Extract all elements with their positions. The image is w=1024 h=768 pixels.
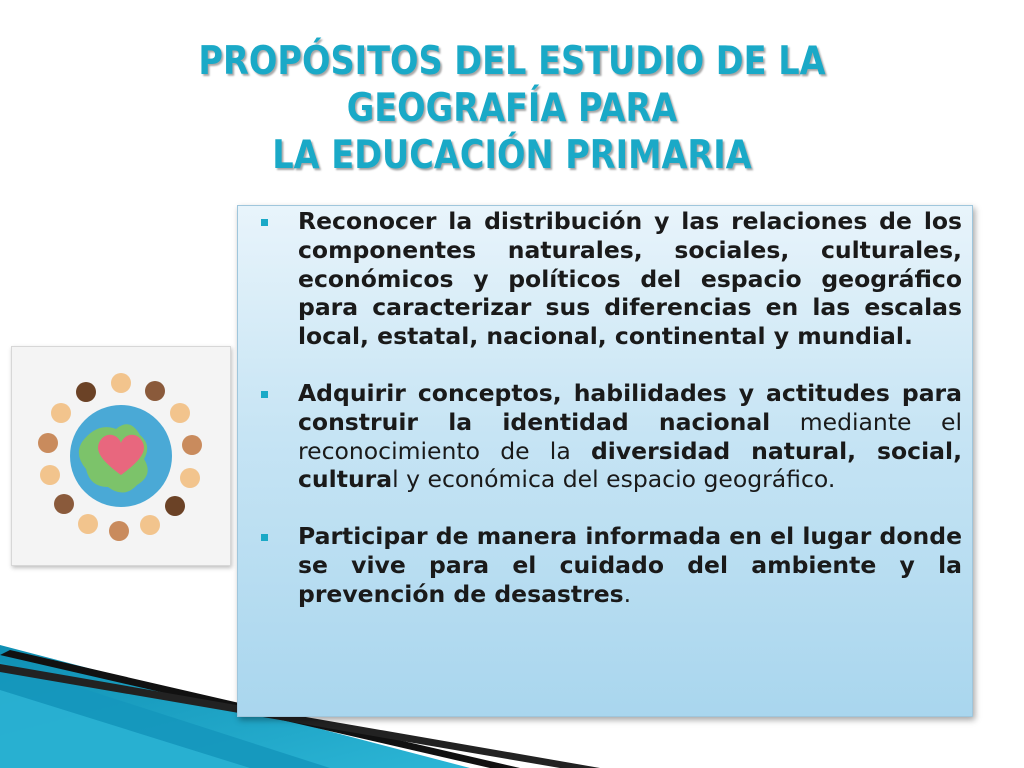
bullet-3-regular: .: [623, 579, 632, 608]
square-bullet-icon: [261, 219, 268, 226]
bullet-2-bold-2: diversidad natural, social, cultura: [298, 436, 962, 494]
bullet-list: [256, 207, 962, 637]
square-bullet-icon: [261, 391, 268, 398]
square-bullet-icon: [261, 534, 268, 541]
bullet-2-regular-2: l y económica del espacio geográfico.: [392, 465, 836, 494]
bullet-1-text: Reconocer la distribución y las relaciones de los componentes naturales, sociales, culturales, económicos y políticos del espacio geográfico para caracterizar sus diferencias en las escalas local, estatal, nacional, continental y mundial.: [298, 207, 962, 351]
globe-heart-icon: [12, 347, 230, 565]
children-globe-image: [11, 346, 231, 566]
bullet-2-regular-1: mediante el reconocimiento de la: [298, 407, 962, 465]
slide-title: [106, 38, 918, 179]
bullet-item-2: [256, 379, 962, 494]
bullet-item-3: [256, 522, 962, 608]
bullet-2-bold-1: Adquirir conceptos, habilidades y actitudes para construir la identidad nacional: [298, 378, 962, 436]
bullet-item-1: [256, 207, 962, 351]
title-line-2: LA EDUCACIÓN PRIMARIA: [272, 133, 752, 178]
bullet-3-bold: Participar de manera informada en el lugar donde se vive para el cuidado del ambiente y la prevención de desastres: [298, 522, 963, 608]
title-line-1: PROPÓSITOS DEL ESTUDIO DE LA GEOGRAFÍA PARA: [198, 39, 826, 131]
